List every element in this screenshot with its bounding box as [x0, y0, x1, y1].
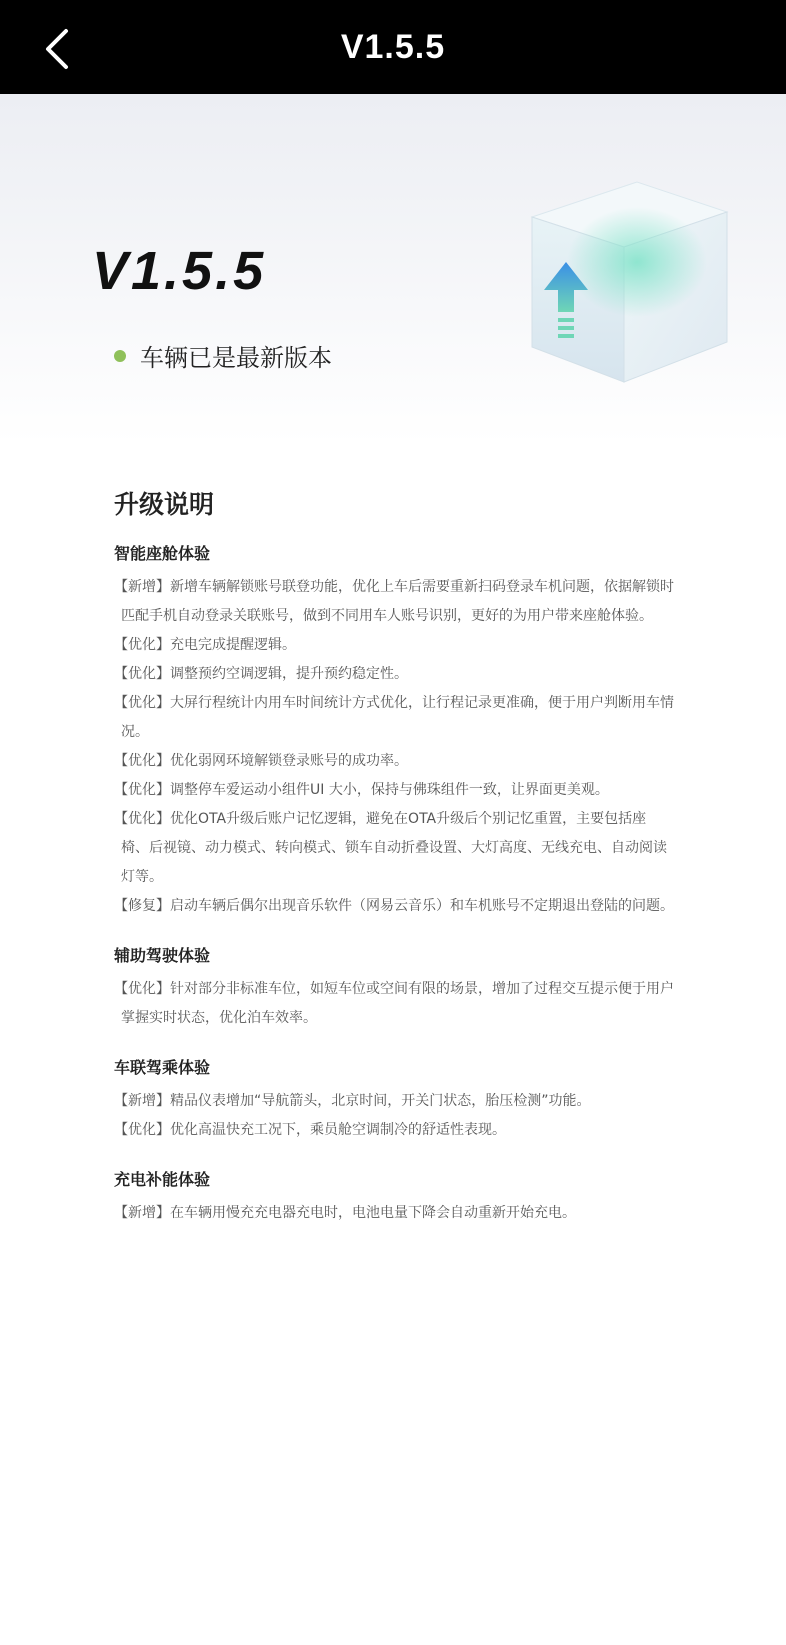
section-title: 充电补能体验 — [114, 1170, 211, 1189]
list-item: 【新增】在车辆用慢充充电器充电时，电池电量下降会自动重新开始充电。 — [114, 1205, 576, 1221]
list-item: 【优化】调整预约空调逻辑，提升预约稳定性。 — [114, 666, 408, 682]
section-assisted-driving — [114, 943, 674, 1033]
section-title: 智能座舱体验 — [114, 544, 211, 563]
version-number: V1.5.5 — [92, 241, 267, 301]
version-hero — [0, 94, 786, 444]
list-item: 【优化】针对部分非标准车位，如短车位或空间有限的场景，增加了过程交互提示便于用户掌握实时状态，优化泊车效率。 — [114, 981, 674, 1026]
list-item: 【优化】大屏行程统计内用车时间统计方式优化，让行程记录更准确，便于用户判断用车情况。 — [114, 695, 674, 740]
update-status — [114, 338, 332, 373]
list-item: 【新增】精品仪表增加“导航箭头，北京时间，开关门状态，胎压检测”功能。 — [114, 1093, 591, 1109]
page-title: V1.5.5 — [340, 28, 446, 66]
list-item: 【优化】优化弱网环境解锁登录账号的成功率。 — [114, 753, 408, 769]
list-item: 【优化】调整停车爱运动小组件UI 大小，保持与佛珠组件一致，让界面更美观。 — [114, 782, 609, 798]
upgrade-cube-icon — [512, 162, 742, 412]
list-item: 【优化】优化高温快充工况下，乘员舱空调制冷的舒适性表现。 — [114, 1122, 506, 1138]
release-notes-title: 升级说明 — [114, 490, 215, 519]
section-connected-driving — [114, 1055, 674, 1145]
release-notes — [114, 485, 674, 1250]
status-text: 车辆已是最新版本 — [140, 344, 332, 372]
section-smart-cockpit — [114, 541, 674, 921]
top-nav-bar — [0, 0, 786, 94]
section-title: 辅助驾驶体验 — [114, 946, 211, 965]
list-item: 【修复】启动车辆后偶尔出现音乐软件（网易云音乐）和车机账号不定期退出登陆的问题。 — [114, 898, 674, 914]
section-title: 车联驾乘体验 — [114, 1058, 211, 1077]
list-item: 【优化】优化OTA升级后账户记忆逻辑，避免在OTA升级后个别记忆重置，主要包括座椅、后视镜、动力模式、转向模式、锁车自动折叠设置、大灯高度、无线充电、自动阅读灯等。 — [114, 811, 667, 885]
list-item: 【新增】新增车辆解锁账号联登功能，优化上车后需要重新扫码登录车机问题，依据解锁时匹配手机自动登录关联账号，做到不同用车人账号识别，更好的为用户带来座舱体验。 — [114, 579, 674, 624]
list-item: 【优化】充电完成提醒逻辑。 — [114, 637, 296, 653]
status-dot — [114, 350, 126, 362]
section-charging — [114, 1167, 674, 1228]
